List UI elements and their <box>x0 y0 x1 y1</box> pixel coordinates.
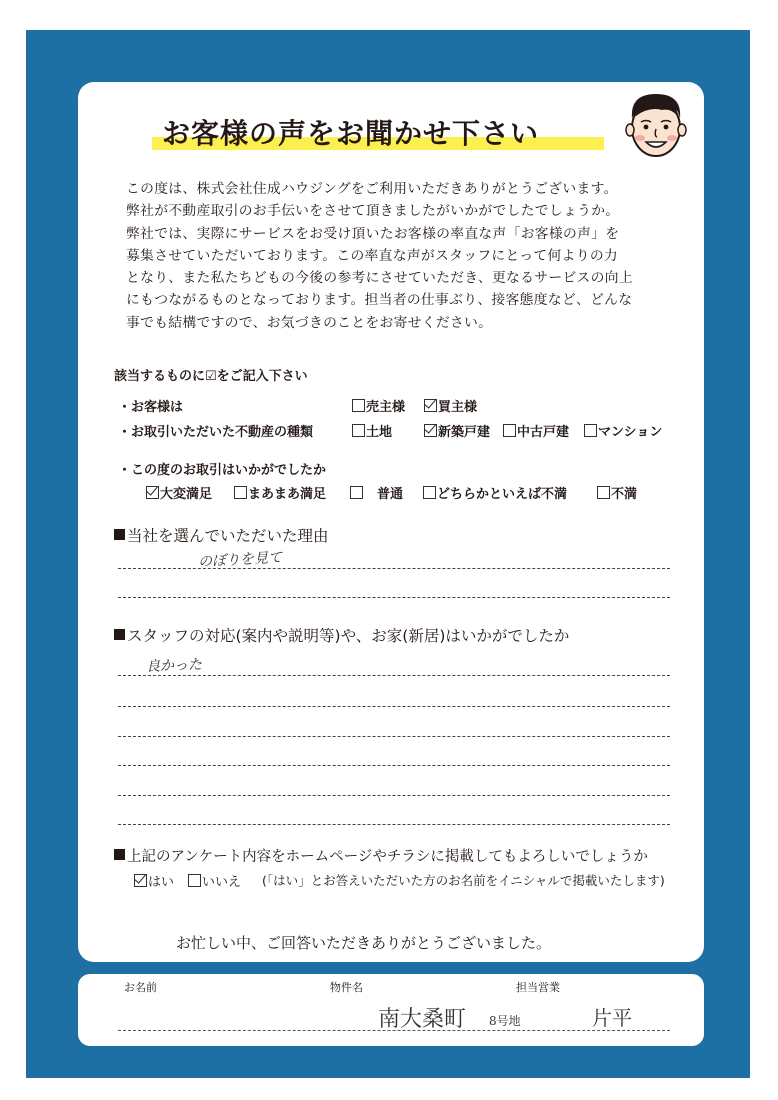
option-label: 新築戸建 <box>438 425 491 440</box>
checkbox-checked[interactable] <box>134 874 147 887</box>
square-bullet-icon <box>114 629 125 640</box>
section-heading-text: スタッフの対応(案内や説明等)や、お家(新居)はいかがでしたか <box>127 627 570 645</box>
option-label: 大変満足 <box>160 487 213 502</box>
title-block <box>152 112 604 152</box>
option-label: どちらかといえば不満 <box>437 487 568 502</box>
signature-line <box>118 1030 670 1031</box>
option-label: 買主様 <box>438 400 478 415</box>
handwritten-staff-name[interactable]: 片平 <box>592 1006 632 1030</box>
checkbox[interactable] <box>597 486 610 499</box>
name-label: お名前 <box>124 981 157 994</box>
answer-line <box>118 795 670 796</box>
handwritten-staff-answer[interactable]: 良かった <box>145 657 203 675</box>
section-staff-heading <box>114 624 569 646</box>
option-unsatisfied[interactable] <box>597 483 637 502</box>
option-mansion[interactable] <box>584 421 662 440</box>
handwritten-reason-answer[interactable]: のぼりを見て <box>197 549 283 571</box>
checkbox[interactable] <box>503 424 516 437</box>
option-neutral[interactable] <box>350 483 403 502</box>
option-label: 普通 <box>364 487 404 502</box>
intro-line: 弊社では、実際にサービスをお受け頂いたお客様の率直な声「お客様の声」を <box>126 225 620 242</box>
section-heading-text: 上記のアンケート内容をホームページやチラシに掲載してもよろしいでしょうか <box>127 849 648 865</box>
intro-line: 事でも結構ですので、お気づきのことをお寄せください。 <box>126 314 493 331</box>
answer-line <box>118 736 670 737</box>
property-type-label: ・お取引いただいた不動産の種類 <box>118 425 314 440</box>
option-label: 不満 <box>611 487 638 502</box>
checkbox[interactable] <box>423 486 436 499</box>
option-new-house[interactable] <box>424 421 490 440</box>
checkbox-checked[interactable] <box>424 424 437 437</box>
square-bullet-icon <box>114 849 125 860</box>
page-title: お客様の声をお聞かせ下さい <box>162 117 540 150</box>
square-bullet-icon <box>114 529 125 540</box>
intro-text <box>126 178 674 334</box>
checkbox[interactable] <box>234 486 247 499</box>
option-used-house[interactable] <box>503 421 569 440</box>
answer-line <box>118 765 670 766</box>
handwritten-lot-number[interactable]: 8号地 <box>489 1014 521 1028</box>
option-label: マンション <box>598 425 663 440</box>
option-buyer[interactable] <box>424 396 477 415</box>
option-label: 売主様 <box>366 400 406 415</box>
checkbox[interactable] <box>352 399 365 412</box>
thanks-message: お忙しい中、ご回答いただきありがとうございました。 <box>176 934 552 952</box>
staff-label: 担当営業 <box>516 981 560 994</box>
intro-line: この度は、株式会社住成ハウジングをご利用いただきありがとうございます。 <box>126 181 618 197</box>
intro-line: となり、また私たちどもの今後の参考にさせていただき、更なるサービスの向上 <box>126 270 633 287</box>
intro-line: 募集させていただいております。この率直な声がスタッフにとって何よりの力 <box>126 247 619 264</box>
checkbox-checked[interactable] <box>424 399 437 412</box>
answer-line <box>118 824 670 825</box>
checkbox[interactable] <box>352 424 365 437</box>
option-label: いいえ <box>202 875 242 890</box>
option-very-satisfied[interactable] <box>146 483 212 502</box>
answer-line <box>118 675 670 676</box>
checkbox[interactable] <box>350 486 363 499</box>
option-somewhat-unsatisfied[interactable] <box>423 483 567 502</box>
checkbox[interactable] <box>188 874 201 887</box>
option-label: はい <box>148 875 175 890</box>
mascot-face-icon <box>618 88 694 162</box>
answer-line <box>118 568 670 569</box>
section-reason-heading <box>114 524 329 546</box>
intro-line: 弊社が不動産取引のお手伝いをさせて頂きましたがいかがでしたでしょうか。 <box>126 203 620 220</box>
customer-type-label: ・お客様は <box>118 400 184 415</box>
satisfaction-label: ・この度のお取引はいかがでしたか <box>118 463 327 478</box>
option-publish-no[interactable] <box>188 871 241 890</box>
option-satisfied[interactable] <box>234 483 326 502</box>
section-publish-heading <box>114 845 648 866</box>
intro-line: にもつながるものとなっております。担当者の仕事ぶり、接客態度など、どんな <box>126 292 633 309</box>
option-land[interactable] <box>352 421 392 440</box>
checkbox-checked[interactable] <box>146 486 159 499</box>
checkbox[interactable] <box>584 424 597 437</box>
section-heading-text: 当社を選んでいただいた理由 <box>127 527 329 545</box>
handwritten-property-name[interactable]: 南大桑町 <box>378 1007 467 1032</box>
publish-note: (「はい」とお答えいただいた方のお名前をイニシャルで掲載いたします) <box>262 873 665 888</box>
option-label: 中古戸建 <box>517 425 570 440</box>
property-label: 物件名 <box>330 981 363 994</box>
option-seller[interactable] <box>352 396 405 415</box>
option-label: まあまあ満足 <box>248 487 327 502</box>
answer-line <box>118 706 670 707</box>
option-publish-yes[interactable] <box>134 871 174 890</box>
option-label: 土地 <box>366 425 393 440</box>
checkbox-instruction: 該当するものに☑をご記入下さい <box>114 369 308 384</box>
answer-line <box>118 597 670 598</box>
